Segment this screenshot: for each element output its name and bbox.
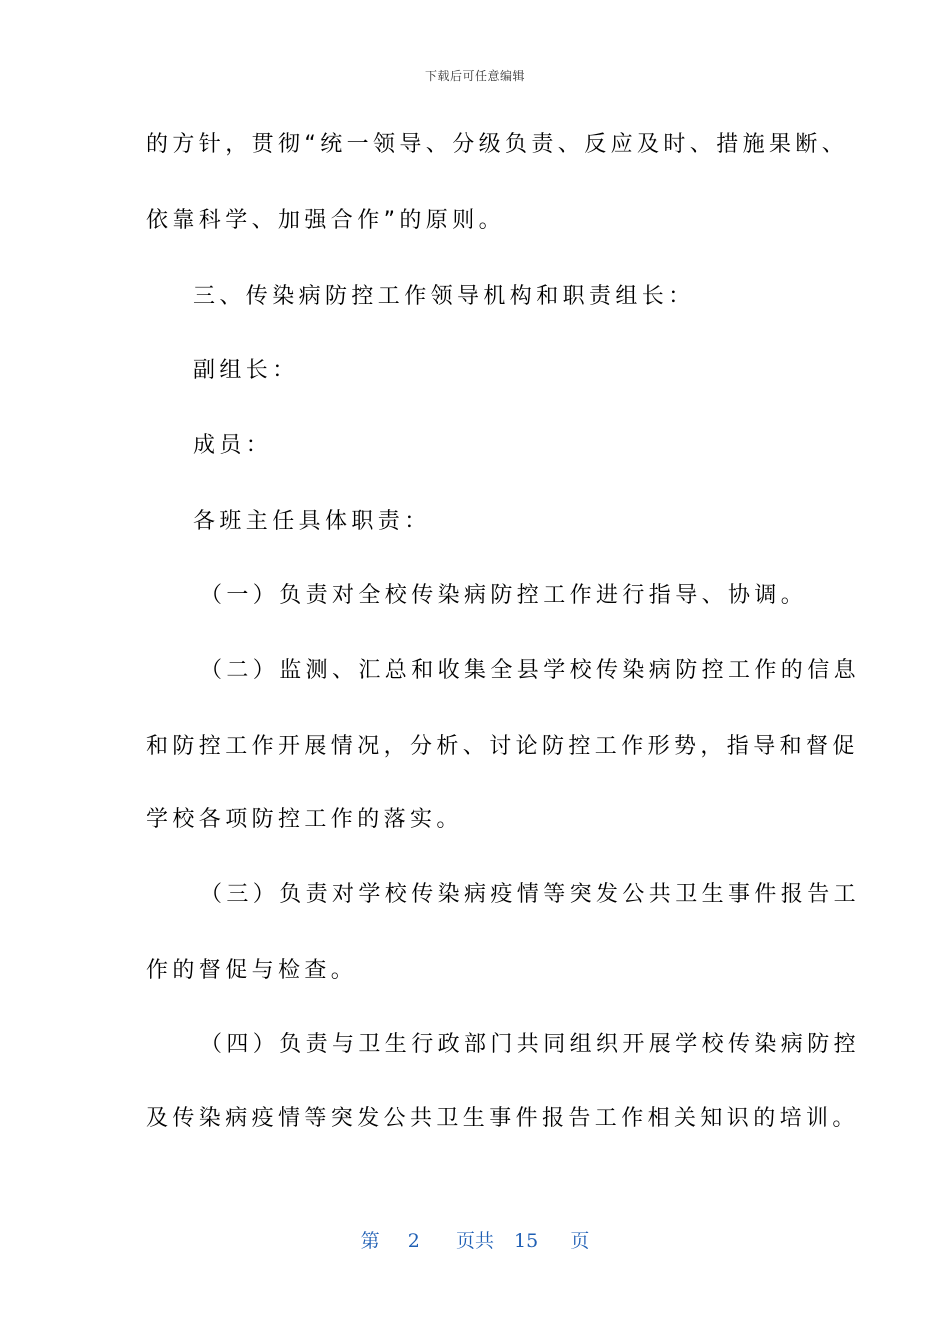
page-footer [0, 1226, 950, 1253]
list-item: （三）负责对学校传染病疫情等突发公共卫生事件报告工 [200, 882, 861, 907]
text-line: 作的督促与检查。 [146, 958, 358, 983]
page-label-post: 页 [570, 1230, 590, 1252]
page-label-pre: 第 [360, 1230, 380, 1252]
list-item: （一）负责对全校传染病防控工作进行指导、协调。 [200, 583, 808, 608]
page-total: 15 [514, 1230, 539, 1252]
text-line: 学校各项防控工作的落实。 [146, 807, 463, 832]
text-line: 的方针，贯彻“统一领导、分级负责、反应及时、措施果断、 [146, 132, 849, 157]
text-line: 和防控工作开展情况，分析、讨论防控工作形势，指导和督促 [146, 734, 859, 759]
text-line: 副组长： [193, 358, 299, 383]
page-header: 下载后可任意编辑 [424, 69, 525, 83]
text-line: 及传染病疫情等突发公共卫生事件报告工作相关知识的培训。 [146, 1106, 859, 1131]
text-line: 依靠科学、加强合作”的原则。 [146, 208, 505, 233]
page-label-mid: 页共 [455, 1230, 494, 1252]
section-heading: 三、传染病防控工作领导机构和职责组长： [193, 284, 695, 309]
page-current: 2 [407, 1230, 420, 1252]
list-item: （四）负责与卫生行政部门共同组织开展学校传染病防控 [200, 1032, 861, 1057]
text-line: 各班主任具体职责： [193, 509, 431, 534]
text-line: 成员： [193, 433, 273, 458]
list-item: （二）监测、汇总和收集全县学校传染病防控工作的信息 [200, 658, 861, 683]
